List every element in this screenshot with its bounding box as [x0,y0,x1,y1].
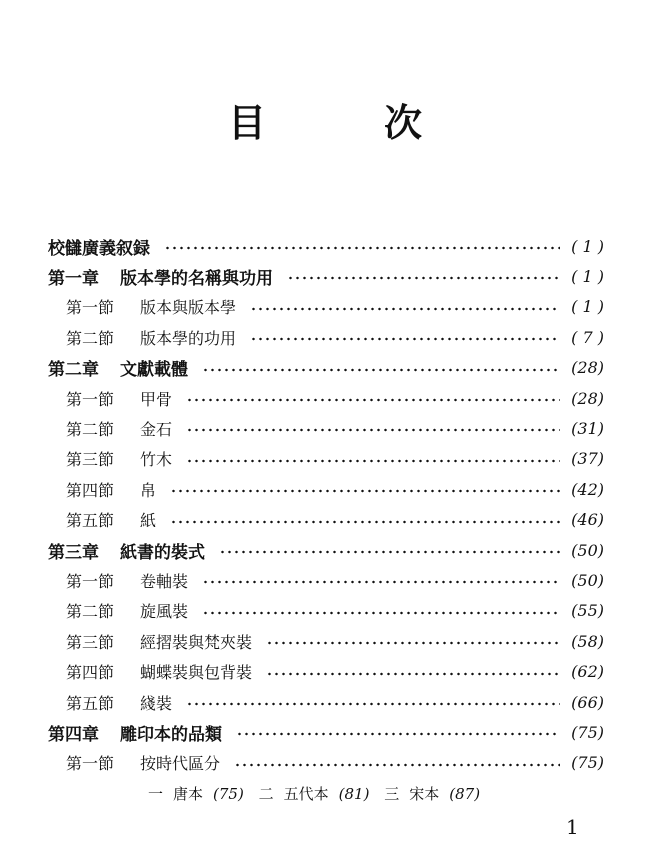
dot-leader [186,428,560,432]
toc-chapter-row [48,231,604,261]
dot-leader [266,641,560,645]
page-number: 1 [566,815,579,839]
entry-page: (66) [571,692,604,712]
dot-leader [236,732,560,736]
entry-page: ( 7 ) [571,327,604,347]
entry-label: 紙書的裝式 [120,542,205,563]
page-title: 目 次 [227,100,462,145]
entry-label: 蝴蝶裝與包背裝 [140,663,253,683]
entry-number: 第二節 [66,328,115,348]
entry-page: (28) [571,388,604,408]
dot-leader [202,368,560,372]
dot-leader [250,337,560,341]
entry-number: 第四節 [66,663,115,683]
dot-leader [170,520,560,524]
subentry-number: 三 [384,785,400,803]
entry-page: ( 1 ) [571,266,604,286]
entry-number: 第一節 [66,389,115,409]
entry-number: 第四節 [66,480,115,500]
entry-label: 文獻載體 [120,360,188,381]
dot-leader [164,246,560,250]
entry-page: (28) [571,358,604,378]
entry-number: 第一節 [66,298,115,318]
subentry-number: 一 [148,785,164,803]
toc-section-row [66,444,604,474]
subentry-label: 宋本 [409,785,440,803]
entry-number: 第五節 [66,693,115,713]
toc-chapter-row [48,535,604,565]
entry-label: 版本學的名稱與功用 [120,268,273,289]
dot-leader [234,763,560,767]
subentry-page: (75) [213,785,244,803]
entry-label: 紙 [140,511,157,531]
toc-chapter-row [48,353,604,383]
toc-section-row [66,505,604,535]
entry-page: (37) [571,449,604,469]
entry-label: 竹木 [140,450,173,470]
entry-label: 甲骨 [140,389,173,409]
entry-label: 版本與版本學 [140,298,237,318]
dot-leader [266,672,560,676]
entry-page: ( 1 ) [571,236,604,256]
toc-section-row [66,383,604,413]
subentry-label: 唐本 [173,785,204,803]
dot-leader [219,550,560,554]
toc-section-row [66,474,604,504]
entry-number: 第三章 [48,542,99,563]
dot-leader [202,611,560,615]
dot-leader [202,580,560,584]
entry-label: 經摺裝與梵夾裝 [140,632,253,652]
dot-leader [186,702,560,706]
entry-page: (50) [571,570,604,590]
subentry-line [148,783,490,804]
entry-label: 版本學的功用 [140,328,237,348]
entry-label: 旋風裝 [140,602,189,622]
entry-page: (42) [571,479,604,499]
entry-page: ( 1 ) [571,297,604,317]
entry-label: 雕印本的品類 [120,724,222,745]
dot-leader [186,398,560,402]
subentry-page: (87) [449,785,481,803]
entry-number: 第三節 [66,450,115,470]
toc-chapter-row [48,261,604,291]
toc-section-row [66,292,604,322]
dot-leader [186,459,560,463]
subentry-label: 五代本 [283,785,329,803]
toc-section-row [66,596,604,626]
toc-section-row [66,748,604,778]
toc-section-row [66,687,604,717]
toc-section-row [66,413,604,443]
entry-page: (58) [571,631,604,651]
entry-number: 第五節 [66,511,115,531]
entry-page: (50) [571,540,604,560]
dot-leader [250,307,560,311]
entry-number: 第一節 [66,754,115,774]
entry-number: 第二節 [66,419,115,439]
toc-chapter-row [48,717,604,747]
entry-page: (46) [571,510,604,530]
entry-number: 第二節 [66,602,115,622]
entry-page: (75) [571,753,604,773]
entry-number: 第四章 [48,724,99,745]
dot-leader [287,276,560,280]
entry-number: 第二章 [48,360,99,381]
toc-section-row [66,657,604,687]
entry-number: 第一章 [48,268,99,289]
toc-section-row [66,626,604,656]
entry-label: 按時代區分 [140,754,221,774]
entry-number: 第一節 [66,571,115,591]
entry-label: 綫裝 [140,693,173,713]
entry-label: 校讎廣義叙録 [48,238,150,259]
subentry-number: 二 [258,785,274,803]
subentry-page: (81) [338,785,370,803]
entry-number: 第三節 [66,632,115,652]
entry-page: (62) [571,662,604,682]
entry-label: 金石 [140,419,173,439]
toc-section-row [66,322,604,352]
entry-label: 帛 [140,480,157,500]
entry-label: 卷軸裝 [140,571,189,591]
entry-page: (55) [571,601,604,621]
entry-page: (75) [571,722,604,742]
entry-page: (31) [571,418,604,438]
toc-section-row [66,565,604,595]
dot-leader [170,489,560,493]
